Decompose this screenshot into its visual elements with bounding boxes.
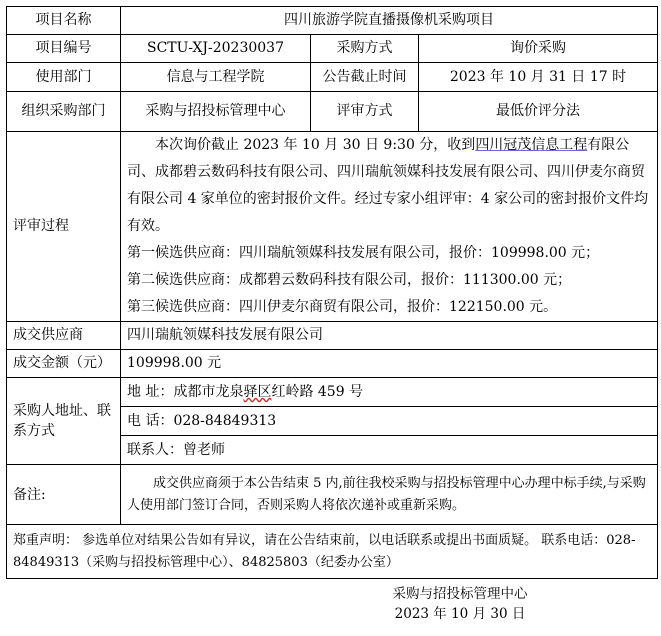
footer-org: 采购与招投标管理中心 bbox=[392, 586, 528, 602]
review-text-b: 四川冠茂信息工程 bbox=[475, 137, 588, 153]
address-part-c: 红岭路 459 号 bbox=[271, 384, 364, 400]
review-process-label: 评审过程 bbox=[7, 132, 121, 322]
department-value: 信息与工程学院 bbox=[121, 63, 311, 92]
review-text-a: 本次询价截止 2023 年 10 月 30 日 9:30 分，收到 bbox=[155, 137, 476, 153]
review-paragraph bbox=[127, 132, 651, 240]
address-part-b: 驿区 bbox=[243, 384, 272, 400]
phone: 电 话：028-84849313 bbox=[121, 407, 658, 436]
project-name-value: 四川旅游学院直播摄像机采购项目 bbox=[121, 7, 658, 35]
supplier-value: 四川瑞航领媒科技发展有限公司 bbox=[121, 322, 658, 350]
department-label: 使用部门 bbox=[7, 63, 121, 92]
contact-label: 采购人地址、联系方式 bbox=[7, 378, 121, 465]
deadline-value: 2023 年 10 月 31 日 17 时 bbox=[419, 63, 658, 92]
review-process-content bbox=[121, 132, 658, 322]
footer-date: 2023 年 10 月 30 日 bbox=[394, 606, 526, 622]
supplier-label: 成交供应商 bbox=[7, 322, 121, 350]
statement-text: 郑重声明： 参选单位对结果公告如有异议，请在公告结束前，以电话联系或提出书面质疑。 联系电话：028-84849313（采购与招投标管理中心）、84825803（纪委办公室） bbox=[7, 525, 658, 579]
review-text-c: 有限公司、成都碧云数码科技有限公司、四川瑞航领媒科技发展有限公司、四川伊麦尔商贸有限公司 4 家单位的密封报价文件。经过专家小组评审：4 家公司的密封报价文件均有效。 bbox=[127, 137, 649, 234]
candidate-1: 第一候选供应商：四川瑞航领媒科技发展有限公司，报价：109998.00 元； bbox=[127, 245, 600, 261]
remarks-label: 备注: bbox=[7, 465, 121, 525]
remarks-text: 成交供应商须于本公告结束 5 内,前往我校采购与招投标管理中心办理中标手续,与采购人使用部门签订合同，否则采购人将依次递补或重新采购。 bbox=[121, 465, 658, 525]
amount-label: 成交金额（元） bbox=[7, 350, 121, 378]
address bbox=[121, 378, 658, 407]
deadline-label: 公告截止时间 bbox=[311, 63, 419, 92]
org-value: 采购与招投标管理中心 bbox=[121, 92, 311, 132]
review-method-label: 评审方式 bbox=[311, 92, 419, 132]
procurement-result-table bbox=[6, 6, 658, 579]
project-no-value: SCTU-XJ-20230037 bbox=[121, 35, 311, 63]
address-part-a: 地 址：成都市龙泉 bbox=[127, 384, 244, 400]
review-method-value: 最低价评分法 bbox=[419, 92, 658, 132]
contact-person: 联系人：曾老师 bbox=[121, 436, 658, 465]
candidate-2: 第二候选供应商：成都碧云数码科技有限公司，报价：111300.00 元； bbox=[127, 272, 572, 288]
procurement-method-label: 采购方式 bbox=[311, 35, 419, 63]
amount-value: 109998.00 元 bbox=[121, 350, 658, 378]
project-name-label: 项目名称 bbox=[7, 7, 121, 35]
procurement-method-value: 询价采购 bbox=[419, 35, 658, 63]
project-no-label: 项目编号 bbox=[7, 35, 121, 63]
candidate-3: 第三候选供应商：四川伊麦尔商贸有限公司，报价：122150.00 元。 bbox=[127, 299, 558, 315]
org-label: 组织采购部门 bbox=[7, 92, 121, 132]
